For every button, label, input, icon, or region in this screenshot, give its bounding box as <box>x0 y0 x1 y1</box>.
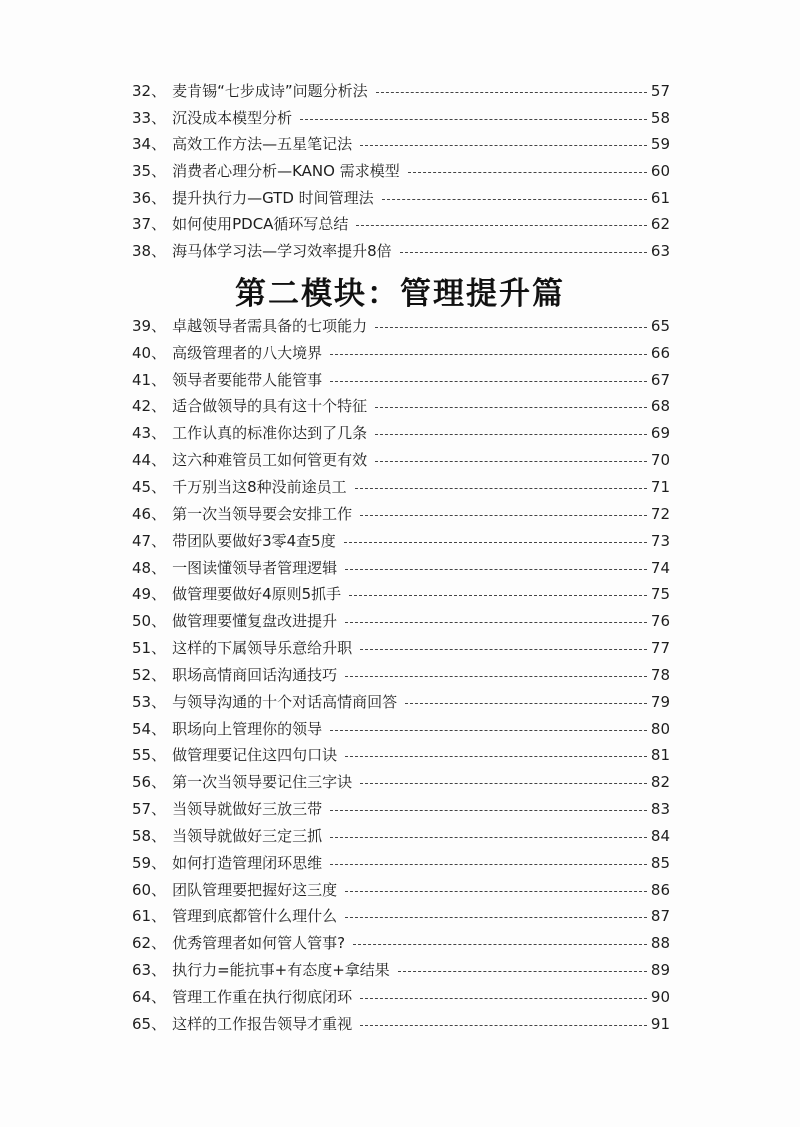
toc-entry-number: 55、 <box>132 746 167 765</box>
toc-entry-title: 提升执行力—GTD 时间管理法 <box>172 188 374 207</box>
dotted-leader <box>330 730 647 731</box>
toc-entry-number: 35、 <box>132 161 167 180</box>
toc-entry-title: 职场向上管理你的领导 <box>172 719 323 738</box>
toc-entry-title: 适合做领导的具有这十个特征 <box>172 397 368 416</box>
toc-entry-page-number: 72 <box>650 504 670 523</box>
dotted-leader <box>360 649 647 650</box>
toc-entry <box>132 608 670 635</box>
toc-entry-page-number: 75 <box>650 585 670 604</box>
dotted-leader <box>375 434 647 435</box>
toc-entry <box>132 105 670 132</box>
toc-entry-title: 一图读懂领导者管理逻辑 <box>172 558 338 577</box>
toc-entry-page-number: 71 <box>650 477 670 496</box>
toc-entry-number: 56、 <box>132 773 167 792</box>
dotted-leader <box>356 225 646 226</box>
toc-entry-number: 58、 <box>132 826 167 845</box>
toc-entry-title: 工作认真的标准你达到了几条 <box>172 424 368 443</box>
toc-entry-number: 46、 <box>132 504 167 523</box>
dotted-leader <box>345 676 647 677</box>
toc-entry-page-number: 88 <box>650 934 670 953</box>
dotted-leader <box>353 944 647 945</box>
toc-list-part-1 <box>132 78 670 265</box>
toc-entry-title: 执行力=能抗事+有态度+拿结果 <box>172 961 390 980</box>
toc-entry-number: 50、 <box>132 612 167 631</box>
toc-entry-page-number: 70 <box>650 451 670 470</box>
toc-entry-number: 38、 <box>132 241 167 260</box>
toc-entry-title: 当领导就做好三放三带 <box>172 800 323 819</box>
toc-entry-page-number: 60 <box>650 161 670 180</box>
toc-entry <box>132 850 670 877</box>
dotted-leader <box>344 542 647 543</box>
toc-entry-number: 32、 <box>132 81 167 100</box>
toc-entry-number: 40、 <box>132 343 167 362</box>
toc-entry-page-number: 65 <box>650 316 670 335</box>
dotted-leader <box>355 488 647 489</box>
toc-entry-page-number: 80 <box>650 719 670 738</box>
dotted-leader <box>398 971 647 972</box>
toc-entry-title: 与领导沟通的十个对话高情商回答 <box>172 692 398 711</box>
toc-entry-number: 60、 <box>132 880 167 899</box>
toc-entry-number: 47、 <box>132 531 167 550</box>
toc-entry-title: 高效工作方法—五星笔记法 <box>172 135 353 154</box>
toc-entry-page-number: 59 <box>650 135 670 154</box>
toc-entry-title: 麦肯锡“七步成诗”问题分析法 <box>172 81 368 100</box>
toc-entry <box>132 340 670 367</box>
dotted-leader <box>330 837 647 838</box>
dotted-leader <box>345 569 647 570</box>
toc-entry-page-number: 67 <box>650 370 670 389</box>
toc-entry-page-number: 66 <box>650 343 670 362</box>
toc-entry <box>132 689 670 716</box>
toc-entry-page-number: 73 <box>650 531 670 550</box>
toc-entry-page-number: 57 <box>650 81 670 100</box>
toc-entry <box>132 823 670 850</box>
toc-entry-page-number: 77 <box>650 639 670 658</box>
toc-entry-page-number: 86 <box>650 880 670 899</box>
toc-entry-page-number: 79 <box>650 692 670 711</box>
toc-entry-title: 做管理要记住这四句口诀 <box>172 746 338 765</box>
dotted-leader <box>360 515 647 516</box>
toc-entry-title: 领导者要能带人能管事 <box>172 370 323 389</box>
dotted-leader <box>375 461 647 462</box>
toc-entry-title: 职场高情商回话沟通技巧 <box>172 665 338 684</box>
dotted-leader <box>345 756 647 757</box>
toc-entry-title: 这样的工作报告领导才重视 <box>172 1014 353 1033</box>
toc-entry-number: 57、 <box>132 800 167 819</box>
toc-entry-title: 卓越领导者需具备的七项能力 <box>172 316 368 335</box>
toc-entry-number: 64、 <box>132 988 167 1007</box>
toc-entry-title: 团队管理要把握好这三度 <box>172 880 338 899</box>
toc-entry <box>132 211 670 238</box>
toc-entry-number: 52、 <box>132 665 167 684</box>
toc-entry-title: 当领导就做好三定三抓 <box>172 826 323 845</box>
toc-entry-number: 54、 <box>132 719 167 738</box>
toc-entry-page-number: 68 <box>650 397 670 416</box>
toc-entry-title: 做管理要做好4原则5抓手 <box>172 585 342 604</box>
toc-entry <box>132 877 670 904</box>
toc-entry-number: 44、 <box>132 451 167 470</box>
toc-entry <box>132 957 670 984</box>
dotted-leader <box>360 998 647 999</box>
toc-entry-title: 第一次当领导要记住三字诀 <box>172 773 353 792</box>
dotted-leader <box>375 407 647 408</box>
toc-entry-number: 43、 <box>132 424 167 443</box>
toc-entry-number: 41、 <box>132 370 167 389</box>
toc-entry-number: 49、 <box>132 585 167 604</box>
toc-entry-page-number: 63 <box>650 241 670 260</box>
toc-entry <box>132 474 670 501</box>
toc-entry <box>132 662 670 689</box>
toc-entry-page-number: 85 <box>650 853 670 872</box>
toc-entry-number: 51、 <box>132 639 167 658</box>
toc-entry <box>132 78 670 105</box>
dotted-leader <box>376 92 647 93</box>
toc-entry-page-number: 78 <box>650 665 670 684</box>
toc-entry-title: 千万别当这8种没前途员工 <box>172 477 347 496</box>
dotted-leader <box>360 1025 647 1026</box>
toc-entry-title: 如何使用PDCA循环写总结 <box>172 215 349 234</box>
toc-entry-page-number: 91 <box>650 1014 670 1033</box>
toc-entry-number: 33、 <box>132 108 167 127</box>
dotted-leader <box>349 595 647 596</box>
toc-entry <box>132 394 670 421</box>
toc-entry-page-number: 83 <box>650 800 670 819</box>
toc-entry-number: 34、 <box>132 135 167 154</box>
dotted-leader <box>300 119 647 120</box>
toc-entry <box>132 1011 670 1038</box>
toc-entry <box>132 238 670 265</box>
toc-entry-title: 第一次当领导要会安排工作 <box>172 504 353 523</box>
toc-entry-number: 62、 <box>132 934 167 953</box>
toc-entry-title: 消费者心理分析—KANO 需求模型 <box>172 161 400 180</box>
toc-entry-page-number: 87 <box>650 907 670 926</box>
toc-entry <box>132 635 670 662</box>
toc-entry <box>132 313 670 340</box>
toc-entry-number: 39、 <box>132 316 167 335</box>
toc-entry <box>132 930 670 957</box>
toc-entry-title: 高级管理者的八大境界 <box>172 343 323 362</box>
dotted-leader <box>345 891 647 892</box>
dotted-leader <box>375 327 647 328</box>
toc-entry-page-number: 81 <box>650 746 670 765</box>
toc-entry-page-number: 84 <box>650 826 670 845</box>
toc-entry-number: 36、 <box>132 188 167 207</box>
toc-entry-title: 如何打造管理闭环思维 <box>172 853 323 872</box>
toc-entry-title: 带团队要做好3零4查5度 <box>172 531 336 550</box>
toc-entry <box>132 447 670 474</box>
toc-entry <box>132 367 670 394</box>
toc-entry-page-number: 58 <box>650 108 670 127</box>
dotted-leader <box>405 703 647 704</box>
toc-entry-title: 做管理要懂复盘改进提升 <box>172 612 338 631</box>
toc-entry <box>132 185 670 212</box>
section-heading: 第二模块：管理提升篇 <box>235 276 565 312</box>
toc-entry-number: 48、 <box>132 558 167 577</box>
toc-entry <box>132 501 670 528</box>
dotted-leader <box>360 783 647 784</box>
toc-entry-title: 管理工作重在执行彻底闭环 <box>172 988 353 1007</box>
dotted-leader <box>330 864 647 865</box>
toc-entry-number: 53、 <box>132 692 167 711</box>
toc-entry-number: 45、 <box>132 477 167 496</box>
toc-entry <box>132 743 670 770</box>
dotted-leader <box>345 622 647 623</box>
dotted-leader <box>330 381 647 382</box>
toc-entry <box>132 158 670 185</box>
toc-entry-title: 这六种难管员工如何管更有效 <box>172 451 368 470</box>
toc-entry <box>132 528 670 555</box>
toc-entry-page-number: 74 <box>650 558 670 577</box>
dotted-leader <box>400 252 647 253</box>
toc-entry <box>132 131 670 158</box>
toc-entry-page-number: 62 <box>650 215 670 234</box>
dotted-leader <box>330 354 647 355</box>
toc-entry-page-number: 69 <box>650 424 670 443</box>
toc-entry-number: 63、 <box>132 961 167 980</box>
toc-entry <box>132 581 670 608</box>
toc-entry-page-number: 76 <box>650 612 670 631</box>
toc-entry-title: 管理到底都管什么理什么 <box>172 907 338 926</box>
dotted-leader <box>330 810 647 811</box>
dotted-leader <box>382 199 647 200</box>
toc-entry <box>132 796 670 823</box>
dotted-leader <box>345 917 647 918</box>
toc-entry <box>132 555 670 582</box>
toc-entry <box>132 984 670 1011</box>
toc-entry-title: 海马体学习法—学习效率提升8倍 <box>172 241 392 260</box>
toc-entry <box>132 904 670 931</box>
toc-entry-title: 这样的下属领导乐意给升职 <box>172 639 353 658</box>
toc-entry <box>132 420 670 447</box>
toc-entry-title: 沉没成本模型分析 <box>172 108 293 127</box>
toc-entry-number: 37、 <box>132 215 167 234</box>
toc-entry-page-number: 89 <box>650 961 670 980</box>
toc-entry <box>132 716 670 743</box>
toc-entry-title: 优秀管理者如何管人管事? <box>172 934 346 953</box>
toc-list-part-2 <box>132 313 670 1038</box>
dotted-leader <box>360 145 647 146</box>
toc-entry <box>132 769 670 796</box>
toc-entry-page-number: 90 <box>650 988 670 1007</box>
toc-entry-number: 59、 <box>132 853 167 872</box>
toc-entry-number: 42、 <box>132 397 167 416</box>
toc-entry-page-number: 82 <box>650 773 670 792</box>
toc-entry-page-number: 61 <box>650 188 670 207</box>
toc-entry-number: 65、 <box>132 1014 167 1033</box>
dotted-leader <box>408 172 647 173</box>
toc-entry-number: 61、 <box>132 907 167 926</box>
